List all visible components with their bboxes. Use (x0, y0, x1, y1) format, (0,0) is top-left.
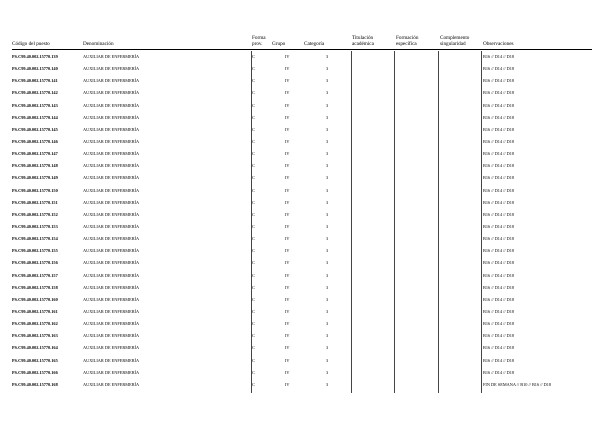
cell-grupo: IV (285, 248, 290, 254)
table-row (0, 330, 615, 342)
cell-codigo: PS.C99.40.002.15770.161 (12, 308, 58, 314)
cell-denominacion: AUXILIAR DE ENFERMERÍA (83, 236, 140, 242)
cell-observaciones: FIN DE SEMANA // B10 // B16 // D18 (483, 381, 552, 387)
table-row (0, 245, 615, 257)
table-row (0, 185, 615, 197)
cell-observaciones: B16 // D14 // D18 (483, 272, 515, 278)
cell-codigo: PS.C99.40.002.15770.154 (12, 236, 58, 242)
cell-categoria: 3 (326, 175, 329, 181)
cell-forma: C (252, 90, 255, 96)
cell-forma: C (252, 151, 255, 157)
cell-grupo: IV (285, 199, 290, 205)
cell-grupo: IV (285, 90, 290, 96)
cell-codigo: PS.C99.40.002.15770.164 (12, 345, 58, 351)
cell-grupo: IV (285, 102, 290, 108)
cell-categoria: 3 (326, 126, 329, 132)
table-row (0, 221, 615, 233)
cell-codigo: PS.C99.40.002.15770.142 (12, 90, 58, 96)
cell-denominacion: AUXILIAR DE ENFERMERÍA (83, 223, 140, 229)
cell-denominacion: AUXILIAR DE ENFERMERÍA (83, 102, 140, 108)
header-titulacion: Titulación académica (352, 35, 374, 48)
cell-forma: C (252, 369, 255, 375)
cell-categoria: 3 (326, 357, 329, 363)
cell-forma: C (252, 199, 255, 205)
cell-codigo: PS.C99.40.002.15770.141 (12, 78, 58, 84)
cell-categoria: 3 (326, 248, 329, 254)
cell-categoria: 3 (326, 308, 329, 314)
cell-categoria: 3 (326, 260, 329, 266)
cell-forma: C (252, 345, 255, 351)
cell-codigo: PS.C99.40.002.15770.140 (12, 66, 58, 72)
cell-codigo: PS.C99.40.002.15770.162 (12, 321, 58, 327)
header-divider (12, 49, 592, 50)
table-row (0, 367, 615, 379)
cell-grupo: IV (285, 321, 290, 327)
table-row (0, 75, 615, 87)
header-formacion: Formación específica (396, 35, 419, 48)
header-denominacion: Denominación (83, 41, 114, 48)
table-row (0, 51, 615, 63)
cell-observaciones: B16 // D14 // D18 (483, 223, 515, 229)
cell-observaciones: B16 // D14 // D18 (483, 236, 515, 242)
table-row (0, 172, 615, 184)
header-codigo: Código del puesto (12, 41, 50, 48)
cell-grupo: IV (285, 151, 290, 157)
header-observaciones: Observaciones (483, 41, 514, 48)
table-row (0, 63, 615, 75)
cell-categoria: 3 (326, 187, 329, 193)
cell-observaciones: B16 // D14 // D18 (483, 357, 515, 363)
cell-codigo: PS.C99.40.002.15770.157 (12, 272, 58, 278)
table-row (0, 87, 615, 99)
cell-categoria: 3 (326, 163, 329, 169)
cell-forma: C (252, 308, 255, 314)
header-complemento: Complemento singularidad (440, 35, 470, 48)
table-row (0, 233, 615, 245)
cell-categoria: 3 (326, 296, 329, 302)
cell-grupo: IV (285, 308, 290, 314)
cell-denominacion: AUXILIAR DE ENFERMERÍA (83, 54, 140, 59)
cell-categoria: 3 (326, 345, 329, 351)
cell-denominacion: AUXILIAR DE ENFERMERÍA (83, 138, 140, 144)
cell-denominacion: AUXILIAR DE ENFERMERÍA (83, 296, 140, 302)
cell-observaciones: B16 // D14 // D18 (483, 187, 515, 193)
cell-grupo: IV (285, 211, 290, 217)
cell-denominacion: AUXILIAR DE ENFERMERÍA (83, 66, 140, 72)
cell-categoria: 3 (326, 102, 329, 108)
cell-denominacion: AUXILIAR DE ENFERMERÍA (83, 369, 140, 375)
cell-codigo: PS.C99.40.002.15770.155 (12, 248, 58, 254)
cell-observaciones: B16 // D14 // D18 (483, 102, 515, 108)
cell-codigo: PS.C99.40.002.15770.152 (12, 211, 58, 217)
cell-denominacion: AUXILIAR DE ENFERMERÍA (83, 333, 140, 339)
cell-observaciones: B16 // D14 // D18 (483, 211, 515, 217)
cell-denominacion: AUXILIAR DE ENFERMERÍA (83, 308, 140, 314)
cell-denominacion: AUXILIAR DE ENFERMERÍA (83, 272, 140, 278)
cell-denominacion: AUXILIAR DE ENFERMERÍA (83, 248, 140, 254)
cell-observaciones: B16 // D14 // D18 (483, 54, 515, 59)
table-row (0, 197, 615, 209)
cell-denominacion: AUXILIAR DE ENFERMERÍA (83, 381, 140, 387)
cell-codigo: PS.C99.40.002.15770.165 (12, 357, 58, 363)
cell-denominacion: AUXILIAR DE ENFERMERÍA (83, 90, 140, 96)
cell-categoria: 3 (326, 114, 329, 120)
cell-forma: C (252, 175, 255, 181)
cell-grupo: IV (285, 66, 290, 72)
table-row (0, 342, 615, 354)
cell-denominacion: AUXILIAR DE ENFERMERÍA (83, 345, 140, 351)
cell-denominacion: AUXILIAR DE ENFERMERÍA (83, 163, 140, 169)
cell-observaciones: B16 // D14 // D18 (483, 90, 515, 96)
cell-forma: C (252, 321, 255, 327)
cell-observaciones: B16 // D14 // D18 (483, 345, 515, 351)
cell-forma: C (252, 78, 255, 84)
cell-grupo: IV (285, 175, 290, 181)
cell-denominacion: AUXILIAR DE ENFERMERÍA (83, 199, 140, 205)
cell-observaciones: B16 // D14 // D18 (483, 66, 515, 72)
cell-grupo: IV (285, 54, 290, 59)
cell-observaciones: B16 // D14 // D18 (483, 284, 515, 290)
cell-codigo: PS.C99.40.002.15770.151 (12, 199, 58, 205)
cell-observaciones: B16 // D14 // D18 (483, 163, 515, 169)
cell-observaciones: B16 // D14 // D18 (483, 175, 515, 181)
table-row (0, 124, 615, 136)
cell-denominacion: AUXILIAR DE ENFERMERÍA (83, 357, 140, 363)
table-row (0, 282, 615, 294)
cell-codigo: PS.C99.40.002.15770.146 (12, 138, 58, 144)
cell-forma: C (252, 114, 255, 120)
cell-denominacion: AUXILIAR DE ENFERMERÍA (83, 321, 140, 327)
cell-categoria: 3 (326, 333, 329, 339)
cell-categoria: 3 (326, 236, 329, 242)
cell-forma: C (252, 248, 255, 254)
cell-grupo: IV (285, 381, 290, 387)
cell-categoria: 3 (326, 199, 329, 205)
cell-grupo: IV (285, 138, 290, 144)
cell-forma: C (252, 126, 255, 132)
cell-codigo: PS.C99.40.002.15770.147 (12, 151, 58, 157)
cell-categoria: 3 (326, 211, 329, 217)
cell-forma: C (252, 138, 255, 144)
cell-codigo: PS.C99.40.002.15770.145 (12, 126, 58, 132)
cell-grupo: IV (285, 126, 290, 132)
cell-grupo: IV (285, 369, 290, 375)
cell-observaciones: B16 // D14 // D18 (483, 369, 515, 375)
table-row (0, 160, 615, 172)
cell-observaciones: B16 // D14 // D18 (483, 114, 515, 120)
table-row (0, 209, 615, 221)
cell-categoria: 3 (326, 381, 329, 387)
cell-observaciones: B16 // D14 // D18 (483, 138, 515, 144)
cell-observaciones: B16 // D14 // D18 (483, 78, 515, 84)
cell-grupo: IV (285, 163, 290, 169)
header-grupo: Grupo (272, 41, 286, 48)
cell-codigo: PS.C99.40.002.15770.163 (12, 333, 58, 339)
cell-categoria: 3 (326, 321, 329, 327)
cell-denominacion: AUXILIAR DE ENFERMERÍA (83, 260, 140, 266)
cell-forma: C (252, 260, 255, 266)
cell-categoria: 3 (326, 78, 329, 84)
cell-forma: C (252, 163, 255, 169)
cell-grupo: IV (285, 284, 290, 290)
cell-observaciones: B16 // D14 // D18 (483, 248, 515, 254)
cell-denominacion: AUXILIAR DE ENFERMERÍA (83, 114, 140, 120)
cell-grupo: IV (285, 78, 290, 84)
table-row (0, 379, 615, 391)
cell-denominacion: AUXILIAR DE ENFERMERÍA (83, 151, 140, 157)
table-body (0, 51, 615, 391)
cell-grupo: IV (285, 296, 290, 302)
cell-grupo: IV (285, 260, 290, 266)
cell-observaciones: B16 // D14 // D18 (483, 296, 515, 302)
cell-categoria: 3 (326, 66, 329, 72)
cell-codigo: PS.C99.40.002.15770.148 (12, 163, 58, 169)
cell-grupo: IV (285, 357, 290, 363)
header-categoria: Categoría (304, 41, 325, 48)
cell-forma: C (252, 236, 255, 242)
cell-forma: C (252, 333, 255, 339)
cell-forma: C (252, 187, 255, 193)
cell-observaciones: B16 // D14 // D18 (483, 308, 515, 314)
cell-codigo: PS.C99.40.002.15770.166 (12, 369, 58, 375)
cell-grupo: IV (285, 333, 290, 339)
cell-forma: C (252, 223, 255, 229)
cell-grupo: IV (285, 272, 290, 278)
cell-codigo: PS.C99.40.002.15770.143 (12, 102, 58, 108)
cell-observaciones: B16 // D14 // D18 (483, 151, 515, 157)
cell-categoria: 3 (326, 54, 329, 59)
cell-categoria: 3 (326, 138, 329, 144)
table-header (0, 30, 615, 50)
cell-categoria: 3 (326, 151, 329, 157)
table-row (0, 136, 615, 148)
cell-denominacion: AUXILIAR DE ENFERMERÍA (83, 187, 140, 193)
cell-codigo: PS.C99.40.002.15770.168 (12, 381, 58, 387)
cell-codigo: PS.C99.40.002.15770.149 (12, 175, 58, 181)
cell-observaciones: B16 // D14 // D18 (483, 333, 515, 339)
cell-denominacion: AUXILIAR DE ENFERMERÍA (83, 175, 140, 181)
cell-forma: C (252, 102, 255, 108)
cell-categoria: 3 (326, 369, 329, 375)
table-row (0, 100, 615, 112)
table-row (0, 318, 615, 330)
cell-denominacion: AUXILIAR DE ENFERMERÍA (83, 284, 140, 290)
cell-categoria: 3 (326, 272, 329, 278)
table-row (0, 355, 615, 367)
table-row (0, 306, 615, 318)
cell-codigo: PS.C99.40.002.15770.160 (12, 296, 58, 302)
table-row (0, 148, 615, 160)
cell-observaciones: B16 // D14 // D18 (483, 199, 515, 205)
cell-grupo: IV (285, 345, 290, 351)
cell-observaciones: B16 // D14 // D18 (483, 321, 515, 327)
cell-forma: C (252, 272, 255, 278)
cell-categoria: 3 (326, 284, 329, 290)
table-row (0, 112, 615, 124)
cell-forma: C (252, 66, 255, 72)
cell-grupo: IV (285, 223, 290, 229)
cell-codigo: PS.C99.40.002.15770.153 (12, 223, 58, 229)
cell-codigo: PS.C99.40.002.15770.158 (12, 284, 58, 290)
cell-forma: C (252, 381, 255, 387)
header-forma: Forma prov. (252, 35, 266, 48)
cell-codigo: PS.C99.40.002.15770.139 (12, 54, 58, 59)
cell-categoria: 3 (326, 90, 329, 96)
cell-categoria: 3 (326, 223, 329, 229)
cell-denominacion: AUXILIAR DE ENFERMERÍA (83, 78, 140, 84)
cell-codigo: PS.C99.40.002.15770.150 (12, 187, 58, 193)
table-row (0, 257, 615, 269)
cell-forma: C (252, 284, 255, 290)
cell-codigo: PS.C99.40.002.15770.156 (12, 260, 58, 266)
cell-codigo: PS.C99.40.002.15770.144 (12, 114, 58, 120)
cell-denominacion: AUXILIAR DE ENFERMERÍA (83, 126, 140, 132)
cell-denominacion: AUXILIAR DE ENFERMERÍA (83, 211, 140, 217)
cell-grupo: IV (285, 187, 290, 193)
cell-grupo: IV (285, 236, 290, 242)
cell-forma: C (252, 296, 255, 302)
cell-grupo: IV (285, 114, 290, 120)
cell-forma: C (252, 54, 255, 59)
cell-observaciones: B16 // D14 // D18 (483, 260, 515, 266)
cell-forma: C (252, 211, 255, 217)
table-row (0, 294, 615, 306)
cell-forma: C (252, 357, 255, 363)
cell-observaciones: B16 // D14 // D18 (483, 126, 515, 132)
table-row (0, 270, 615, 282)
